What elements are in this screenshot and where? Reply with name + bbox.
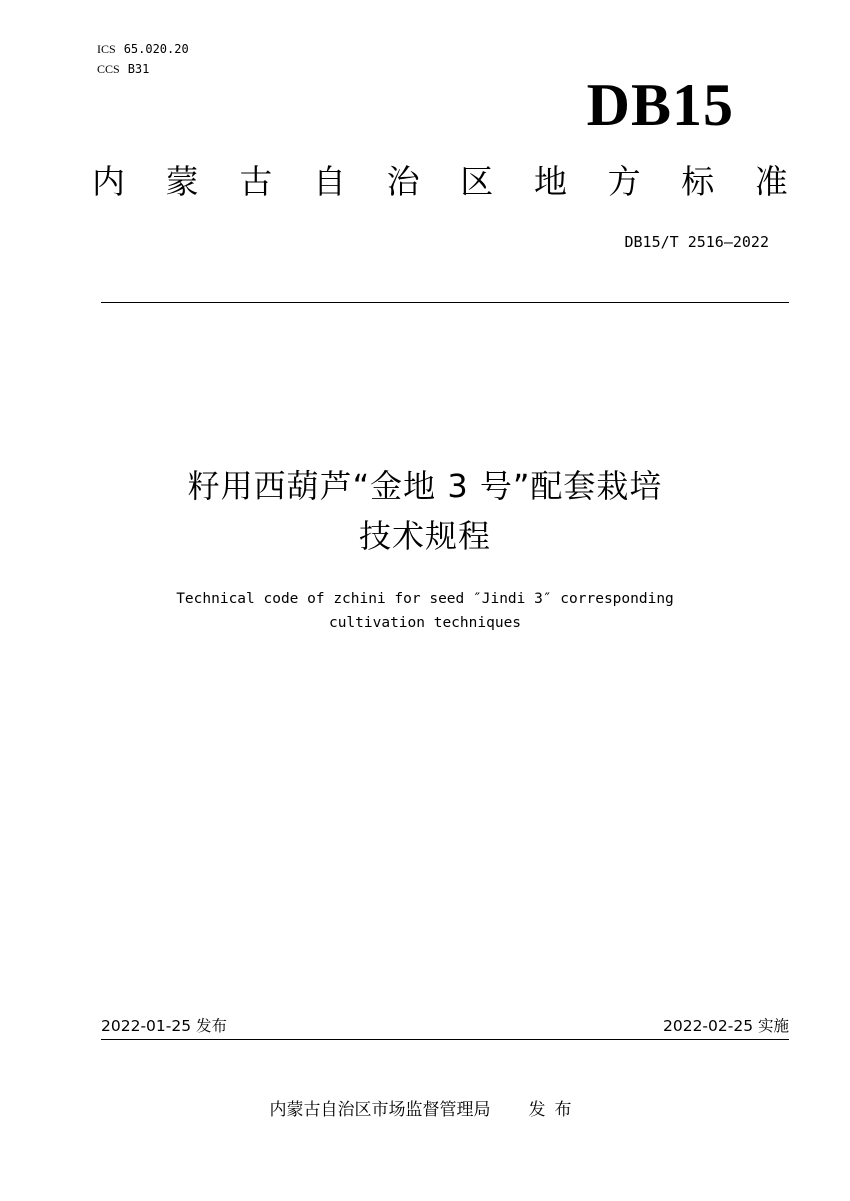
ccs-code bbox=[97, 62, 149, 76]
standard-logo: DB15 bbox=[586, 72, 734, 138]
document-title-en-line1: Technical code of zchini for seed ″Jindi 3″ corresponding bbox=[176, 591, 674, 607]
ics-label: ICS bbox=[97, 42, 116, 56]
standard-type-char: 古 bbox=[239, 162, 273, 201]
standard-type-char: 标 bbox=[681, 162, 715, 201]
document-title-zh-line2: 技术规程 bbox=[358, 517, 491, 555]
standard-type-char: 区 bbox=[460, 162, 494, 201]
standard-type-char: 方 bbox=[607, 162, 641, 201]
document-title-zh-line1: 籽用西葫芦“金地 3 号”配套栽培 bbox=[187, 467, 663, 505]
standard-type-title bbox=[92, 162, 788, 202]
standard-type-char: 准 bbox=[754, 162, 788, 201]
standard-type-char: 内 bbox=[92, 162, 125, 201]
publisher-line bbox=[0, 1099, 850, 1121]
ics-code bbox=[97, 42, 189, 56]
header-divider bbox=[101, 302, 789, 303]
standard-type-char: 治 bbox=[386, 162, 420, 201]
document-title-en-line2: cultivation techniques bbox=[328, 615, 522, 631]
standard-type-char: 蒙 bbox=[165, 162, 199, 201]
footer-divider bbox=[101, 1039, 789, 1040]
ccs-label: CCS bbox=[97, 62, 120, 76]
publish-label: 发布 bbox=[528, 1100, 581, 1120]
standard-type-char: 自 bbox=[312, 162, 346, 201]
ccs-value: B31 bbox=[127, 62, 150, 76]
issue-date: 2022-01-25 发布 bbox=[101, 1017, 228, 1035]
standard-type-char: 地 bbox=[533, 162, 567, 201]
implementation-date: 2022-02-25 实施 bbox=[662, 1017, 789, 1035]
standard-number: DB15/T 2516—2022 bbox=[624, 233, 769, 251]
publisher-name: 内蒙古自治区市场监督管理局 bbox=[269, 1100, 491, 1120]
ics-value: 65.020.20 bbox=[123, 42, 189, 56]
